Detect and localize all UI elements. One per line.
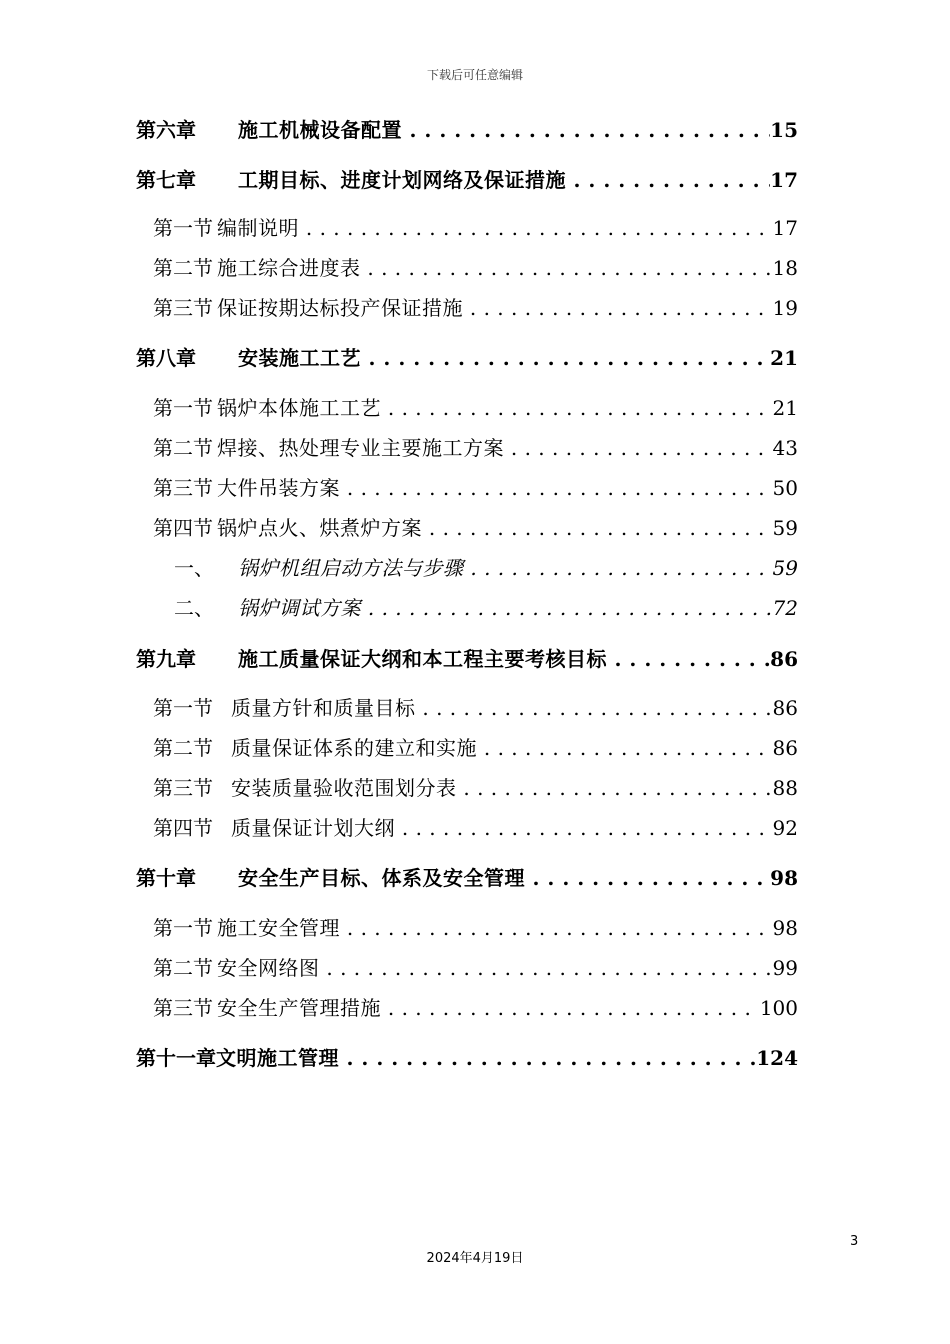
- toc-entry[interactable]: [136, 164, 798, 193]
- toc-entry[interactable]: [153, 432, 798, 461]
- toc-number: 第三节: [153, 296, 213, 320]
- toc-title: 安装施工工艺 . . .: [238, 342, 770, 371]
- toc-number: 第一节: [153, 916, 213, 940]
- toc-page: 17: [772, 216, 798, 240]
- page-footer-date: 2024年4月19日: [426, 1251, 524, 1266]
- toc-number: 第四节: [153, 516, 213, 540]
- toc-page: 86: [772, 696, 798, 720]
- toc-number: 第十一章: [136, 1046, 216, 1070]
- toc-number: 第二节: [153, 956, 213, 980]
- page-number: 3: [850, 1234, 859, 1249]
- toc-page: 72: [772, 596, 798, 620]
- toc-number: 第七章: [136, 168, 196, 192]
- toc-page: 19: [772, 296, 798, 320]
- toc-page: 98: [770, 866, 798, 890]
- toc-entry[interactable]: [153, 992, 798, 1021]
- toc-number: 二、: [174, 596, 214, 620]
- toc-page: 18: [772, 256, 798, 280]
- toc-title: 安全生产目标、体系及安全管理 . . .: [238, 862, 770, 891]
- toc-entry[interactable]: [136, 342, 798, 371]
- toc-entry[interactable]: [153, 392, 798, 421]
- toc-title: 施工安全管理 . . .: [217, 912, 773, 941]
- toc-page: 15: [770, 118, 798, 142]
- toc-title: 质量保证体系的建立和实施 . . .: [231, 732, 773, 761]
- toc-number: 第三节: [153, 776, 213, 800]
- toc-title: 工期目标、进度计划网络及保证措施 . . .: [238, 164, 770, 193]
- toc-number: 第八章: [136, 346, 196, 370]
- page-header: 下载后可任意编辑: [426, 68, 523, 82]
- toc-number: 第三节: [153, 476, 213, 500]
- toc-page: 59: [772, 516, 798, 540]
- toc-page: 86: [772, 736, 798, 760]
- toc-entry[interactable]: [153, 472, 798, 501]
- toc-number: 第三节: [153, 996, 213, 1020]
- toc-number: 第九章: [136, 647, 196, 671]
- toc-entry[interactable]: [153, 512, 798, 541]
- toc-title: 焊接、热处理专业主要施工方案 . . .: [217, 432, 773, 461]
- toc-page: 21: [772, 396, 798, 420]
- toc-title: 锅炉调试方案 . . .: [238, 592, 773, 621]
- toc-entry[interactable]: [153, 252, 798, 281]
- toc-number: 一、: [174, 556, 214, 580]
- toc-number: 第一节: [153, 696, 213, 720]
- toc-entry[interactable]: [153, 292, 798, 321]
- toc-page: 17: [770, 168, 798, 192]
- toc-number: 第二节: [153, 436, 213, 460]
- toc-title: 施工质量保证大纲和本工程主要考核目标 . . .: [238, 643, 770, 672]
- toc-title: 施工机械设备配置 . . .: [238, 114, 770, 143]
- toc-entry[interactable]: [136, 114, 798, 143]
- toc-number: 第二节: [153, 256, 213, 280]
- toc-number: 第六章: [136, 118, 196, 142]
- toc-title: 大件吊装方案 . . .: [217, 472, 773, 501]
- toc-entry[interactable]: [153, 212, 798, 241]
- toc-title: 安全网络图 . . .: [217, 952, 773, 981]
- toc-number: 第二节: [153, 736, 213, 760]
- toc-page: 92: [772, 816, 798, 840]
- toc-number: 第十章: [136, 866, 196, 890]
- toc-page: 99: [772, 956, 798, 980]
- toc-entry[interactable]: [153, 692, 798, 721]
- toc-entry[interactable]: [153, 912, 798, 941]
- toc-number: 第四节: [153, 816, 213, 840]
- toc-title: 保证按期达标投产保证措施 . . .: [217, 292, 773, 321]
- toc-entry[interactable]: [153, 772, 798, 801]
- toc-page: 124: [756, 1046, 798, 1070]
- toc-title: 质量方针和质量目标 . . .: [231, 692, 773, 721]
- toc-title: 施工综合进度表 . . .: [217, 252, 773, 281]
- toc-title: 锅炉机组启动方法与步骤 . . .: [238, 552, 773, 581]
- toc-number: 第一节: [153, 396, 213, 420]
- toc-page: 100: [759, 996, 798, 1020]
- toc-entry[interactable]: [136, 643, 798, 672]
- toc-title: 质量保证计划大纲 . . .: [231, 812, 773, 841]
- toc-page: 21: [770, 346, 798, 370]
- toc-page: 59: [772, 556, 798, 580]
- toc-page: 43: [772, 436, 798, 460]
- toc-title: 锅炉本体施工工艺 . . .: [217, 392, 773, 421]
- toc-page: 98: [772, 916, 798, 940]
- toc-page: 88: [772, 776, 798, 800]
- toc-entry[interactable]: [153, 732, 798, 761]
- toc-title: 文明施工管理 . . .: [216, 1042, 756, 1071]
- toc-page: 86: [770, 647, 798, 671]
- toc-entry[interactable]: [136, 1042, 798, 1071]
- toc-number: 第一节: [153, 216, 213, 240]
- toc-title: 锅炉点火、烘煮炉方案 . . .: [217, 512, 773, 541]
- toc-title: 编制说明 . . .: [217, 212, 773, 241]
- toc-entry[interactable]: [153, 952, 798, 981]
- toc-entry[interactable]: [136, 862, 798, 891]
- toc-entry[interactable]: [174, 552, 798, 581]
- toc-entry[interactable]: [153, 812, 798, 841]
- toc-page: 50: [772, 476, 798, 500]
- toc-title: 安全生产管理措施 . . .: [217, 992, 760, 1021]
- toc-title: 安装质量验收范围划分表 . . .: [231, 772, 773, 801]
- toc-entry[interactable]: [174, 592, 798, 621]
